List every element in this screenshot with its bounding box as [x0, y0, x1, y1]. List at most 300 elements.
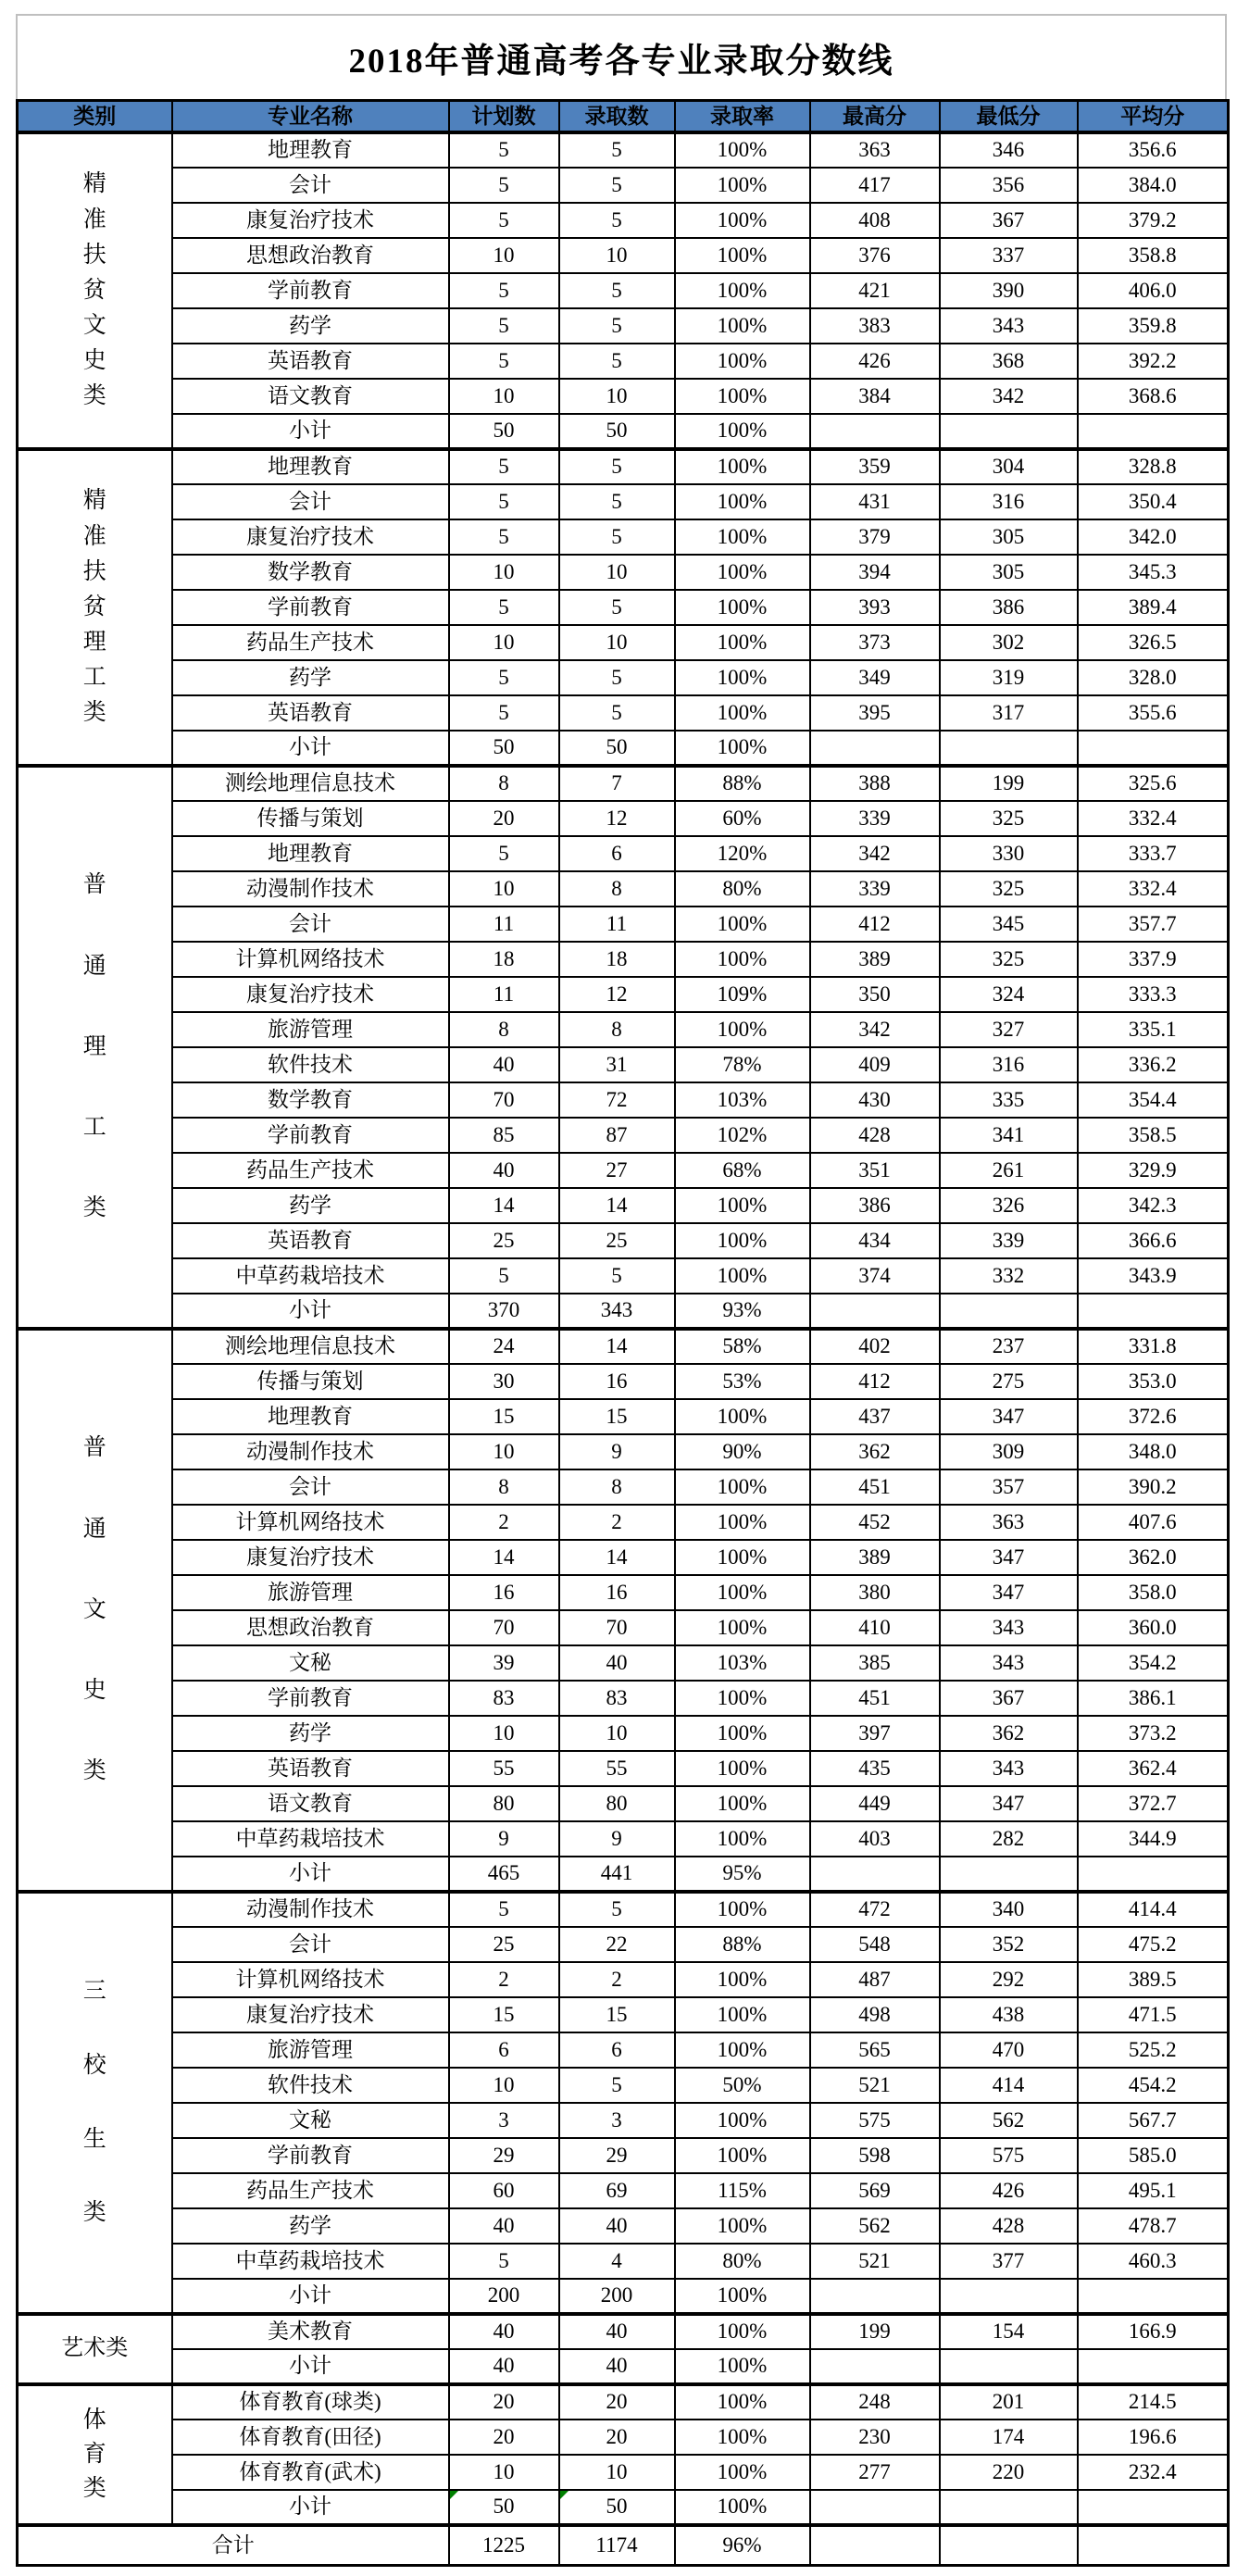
admit-rate-cell: 100%: [675, 2490, 810, 2525]
max-score-cell: [810, 2349, 940, 2384]
min-score-cell: [940, 414, 1078, 449]
major-cell: 康复治疗技术: [172, 977, 449, 1012]
min-score-cell: 343: [940, 1751, 1078, 1786]
planned-cell: 10: [449, 2455, 559, 2490]
admit-rate-cell: 88%: [675, 1927, 810, 1962]
min-score-cell: [940, 2349, 1078, 2384]
major-cell: 学前教育: [172, 590, 449, 625]
admit-rate-cell: 109%: [675, 977, 810, 1012]
table-row: [18, 1681, 1229, 1716]
avg-score-cell: 232.4: [1078, 2455, 1229, 2490]
planned-cell: 200: [449, 2279, 559, 2314]
planned-cell: 5: [449, 484, 559, 519]
planned-cell: 8: [449, 1469, 559, 1505]
table-row: [18, 2173, 1229, 2208]
min-score-cell: 347: [940, 1786, 1078, 1821]
planned-cell: 30: [449, 1364, 559, 1399]
table-row: [18, 2103, 1229, 2138]
major-cell: 小计: [172, 731, 449, 766]
table-row: [18, 1434, 1229, 1469]
max-score-cell: 277: [810, 2455, 940, 2490]
admit-rate-cell: 100%: [675, 1258, 810, 1294]
table-header-row: [18, 101, 1229, 132]
max-score-cell: 412: [810, 1364, 940, 1399]
max-score-cell: 248: [810, 2384, 940, 2420]
avg-score-cell: 373.2: [1078, 1716, 1229, 1751]
min-score-cell: 352: [940, 1927, 1078, 1962]
admit-rate-cell: 100%: [675, 2455, 810, 2490]
avg-score-cell: [1078, 731, 1229, 766]
table-row: [18, 801, 1229, 836]
max-score-cell: 449: [810, 1786, 940, 1821]
min-score-cell: 362: [940, 1716, 1078, 1751]
planned-cell: 80: [449, 1786, 559, 1821]
admit-rate-cell: 100%: [675, 1681, 810, 1716]
major-cell: 小计: [172, 1294, 449, 1329]
planned-cell: 14: [449, 1540, 559, 1575]
min-score-cell: 339: [940, 1223, 1078, 1258]
avg-score-cell: 585.0: [1078, 2138, 1229, 2173]
max-score-cell: 373: [810, 625, 940, 660]
max-score-cell: 435: [810, 1751, 940, 1786]
min-score-cell: 367: [940, 203, 1078, 238]
admit-rate-cell: 100%: [675, 731, 810, 766]
major-cell: 康复治疗技术: [172, 1997, 449, 2032]
major-cell: 英语教育: [172, 1751, 449, 1786]
category-cell: [18, 766, 172, 1329]
category-cell: [18, 132, 172, 449]
max-score-cell: 351: [810, 1153, 940, 1188]
max-score-cell: 521: [810, 2244, 940, 2279]
max-score-cell: 451: [810, 1469, 940, 1505]
min-score-cell: 575: [940, 2138, 1078, 2173]
major-cell: 会计: [172, 484, 449, 519]
min-score-cell: 282: [940, 1821, 1078, 1857]
min-score-cell: 154: [940, 2314, 1078, 2349]
table-row: [18, 1610, 1229, 1645]
min-score-cell: 386: [940, 590, 1078, 625]
major-cell: 传播与策划: [172, 801, 449, 836]
planned-cell: 16: [449, 1575, 559, 1610]
major-cell: 小计: [172, 2490, 449, 2525]
grand-total-label: 合计: [18, 2525, 449, 2566]
max-score-cell: 498: [810, 1997, 940, 2032]
max-score-cell: 598: [810, 2138, 940, 2173]
max-score-cell: 380: [810, 1575, 940, 1610]
planned-cell: 50: [449, 414, 559, 449]
planned-cell: 370: [449, 1294, 559, 1329]
admit-rate-cell: 100%: [675, 1012, 810, 1047]
planned-cell: 24: [449, 1329, 559, 1364]
planned-cell: 15: [449, 1997, 559, 2032]
table-row: [18, 1188, 1229, 1223]
planned-cell: 50: [449, 2490, 559, 2525]
admitted-cell: 5: [559, 203, 675, 238]
planned-cell: 20: [449, 2384, 559, 2420]
avg-score-cell: 389.5: [1078, 1962, 1229, 1997]
min-score-cell: 428: [940, 2208, 1078, 2244]
admit-rate-cell: 100%: [675, 942, 810, 977]
min-score-cell: 220: [940, 2455, 1078, 2490]
min-score-cell: 343: [940, 1610, 1078, 1645]
max-score-cell: 199: [810, 2314, 940, 2349]
avg-score-cell: 390.2: [1078, 1469, 1229, 1505]
table-row: [18, 555, 1229, 590]
max-score-cell: 434: [810, 1223, 940, 1258]
avg-score-cell: 166.9: [1078, 2314, 1229, 2349]
max-score-cell: 395: [810, 695, 940, 731]
table-row: [18, 942, 1229, 977]
max-score-cell: 386: [810, 1188, 940, 1223]
avg-score-cell: 389.4: [1078, 590, 1229, 625]
admit-rate-cell: 100%: [675, 449, 810, 484]
min-score-cell: 319: [940, 660, 1078, 695]
avg-score-cell: 475.2: [1078, 1927, 1229, 1962]
avg-score-cell: 358.0: [1078, 1575, 1229, 1610]
admit-rate-cell: 78%: [675, 1047, 810, 1082]
admit-rate-cell: 100%: [675, 695, 810, 731]
planned-cell: 5: [449, 695, 559, 731]
max-score-cell: 339: [810, 871, 940, 907]
table-row: [18, 1399, 1229, 1434]
table-row: [18, 449, 1229, 484]
planned-cell: 14: [449, 1188, 559, 1223]
major-cell: 计算机网络技术: [172, 942, 449, 977]
table-row: [18, 2420, 1229, 2455]
planned-cell: 40: [449, 2208, 559, 2244]
major-cell: 文秘: [172, 2103, 449, 2138]
major-cell: 中草药栽培技术: [172, 2244, 449, 2279]
max-score-cell: 388: [810, 766, 940, 801]
admit-rate-cell: 100%: [675, 484, 810, 519]
admit-rate-cell: 100%: [675, 519, 810, 555]
table-row: [18, 273, 1229, 308]
min-score-cell: 237: [940, 1329, 1078, 1364]
planned-cell: 5: [449, 273, 559, 308]
admit-rate-cell: 100%: [675, 555, 810, 590]
admitted-cell: 5: [559, 519, 675, 555]
table-row: [18, 1751, 1229, 1786]
admitted-cell: 16: [559, 1575, 675, 1610]
admitted-cell: 441: [559, 1857, 675, 1892]
subtotal-row: [18, 1294, 1229, 1329]
avg-score-cell: 357.7: [1078, 907, 1229, 942]
major-cell: 测绘地理信息技术: [172, 766, 449, 801]
avg-score-cell: 406.0: [1078, 273, 1229, 308]
admitted-cell: 20: [559, 2384, 675, 2420]
planned-cell: 39: [449, 1645, 559, 1681]
table-row: [18, 1892, 1229, 1927]
admitted-cell: 14: [559, 1329, 675, 1364]
max-score-cell: [810, 1857, 940, 1892]
admit-rate-cell: 100%: [675, 2138, 810, 2173]
min-score-cell: 201: [940, 2384, 1078, 2420]
admit-rate-cell: 103%: [675, 1082, 810, 1118]
avg-score-cell: 325.6: [1078, 766, 1229, 801]
admitted-cell: 5: [559, 660, 675, 695]
min-score-cell: 470: [940, 2032, 1078, 2068]
major-cell: 思想政治教育: [172, 238, 449, 273]
avg-score-cell: 326.5: [1078, 625, 1229, 660]
major-cell: 会计: [172, 1469, 449, 1505]
avg-score-cell: 328.0: [1078, 660, 1229, 695]
max-score-cell: 575: [810, 2103, 940, 2138]
planned-cell: 2: [449, 1962, 559, 1997]
table-row: [18, 836, 1229, 871]
admitted-cell: 69: [559, 2173, 675, 2208]
admitted-cell: 3: [559, 2103, 675, 2138]
major-cell: 动漫制作技术: [172, 1434, 449, 1469]
max-score-cell: 431: [810, 484, 940, 519]
avg-score-cell: 355.6: [1078, 695, 1229, 731]
min-score-cell: 438: [940, 1997, 1078, 2032]
subtotal-row: [18, 2279, 1229, 2314]
admitted-cell: 9: [559, 1821, 675, 1857]
admit-rate-cell: 100%: [675, 379, 810, 414]
table-row: [18, 907, 1229, 942]
admitted-cell: 11: [559, 907, 675, 942]
max-score-cell: 409: [810, 1047, 940, 1082]
max-score-cell: 452: [810, 1505, 940, 1540]
admitted-cell: 12: [559, 977, 675, 1012]
major-cell: 旅游管理: [172, 1575, 449, 1610]
max-score-cell: 363: [810, 132, 940, 168]
admitted-cell: 14: [559, 1188, 675, 1223]
col-header-planned: 计划数: [449, 101, 559, 132]
major-cell: 药学: [172, 1188, 449, 1223]
min-score-cell: 347: [940, 1575, 1078, 1610]
major-cell: 体育教育(武术): [172, 2455, 449, 2490]
major-cell: 药品生产技术: [172, 2173, 449, 2208]
admitted-cell: 2: [559, 1505, 675, 1540]
admitted-cell: 20: [559, 2420, 675, 2455]
avg-score-cell: 356.6: [1078, 132, 1229, 168]
max-score-cell: 394: [810, 555, 940, 590]
planned-cell: 5: [449, 308, 559, 344]
table-header: [18, 101, 1229, 132]
admit-rate-cell: 120%: [675, 836, 810, 871]
avg-score-cell: 386.1: [1078, 1681, 1229, 1716]
admit-rate-cell: 102%: [675, 1118, 810, 1153]
min-score-cell: 325: [940, 942, 1078, 977]
planned-cell: 9: [449, 1821, 559, 1857]
major-cell: 小计: [172, 414, 449, 449]
admit-rate-cell: 88%: [675, 766, 810, 801]
planned-cell: 10: [449, 555, 559, 590]
min-score-cell: 316: [940, 484, 1078, 519]
table-row: [18, 766, 1229, 801]
admitted-cell: 5: [559, 1892, 675, 1927]
max-score-cell: 389: [810, 1540, 940, 1575]
table-row: [18, 132, 1229, 168]
table-row: [18, 590, 1229, 625]
major-cell: 学前教育: [172, 1681, 449, 1716]
planned-cell: 70: [449, 1082, 559, 1118]
admitted-cell: 5: [559, 484, 675, 519]
max-score-cell: 548: [810, 1927, 940, 1962]
planned-cell: 10: [449, 1716, 559, 1751]
planned-cell: 10: [449, 871, 559, 907]
table-row: [18, 2244, 1229, 2279]
avg-score-cell: 358.8: [1078, 238, 1229, 273]
max-score-cell: 521: [810, 2068, 940, 2103]
major-cell: 计算机网络技术: [172, 1505, 449, 1540]
avg-score-cell: 354.2: [1078, 1645, 1229, 1681]
avg-score-cell: 196.6: [1078, 2420, 1229, 2455]
major-cell: 中草药栽培技术: [172, 1821, 449, 1857]
subtotal-row: [18, 1857, 1229, 1892]
avg-score-cell: 360.0: [1078, 1610, 1229, 1645]
avg-score-cell: 354.4: [1078, 1082, 1229, 1118]
admit-rate-cell: 100%: [675, 2032, 810, 2068]
admit-rate-cell: 80%: [675, 2244, 810, 2279]
admitted-cell: 343: [559, 1294, 675, 1329]
table-row: [18, 1997, 1229, 2032]
admitted-cell: 27: [559, 1153, 675, 1188]
max-score-cell: 428: [810, 1118, 940, 1153]
admitted-cell: 5: [559, 308, 675, 344]
admitted-cell: 16: [559, 1364, 675, 1399]
table-row: [18, 1786, 1229, 1821]
min-score-cell: 368: [940, 344, 1078, 379]
subtotal-row: [18, 2349, 1229, 2384]
planned-cell: 5: [449, 1258, 559, 1294]
avg-score-cell: 372.6: [1078, 1399, 1229, 1434]
table-body: [18, 132, 1229, 2566]
table-row: [18, 379, 1229, 414]
admitted-cell: 8: [559, 1469, 675, 1505]
admit-rate-cell: 68%: [675, 1153, 810, 1188]
max-score-cell: 562: [810, 2208, 940, 2244]
planned-cell: 6: [449, 2032, 559, 2068]
admit-rate-cell: 100%: [675, 660, 810, 695]
cell-error-mark-icon: [560, 2491, 569, 2499]
major-cell: 传播与策划: [172, 1364, 449, 1399]
avg-score-cell: 359.8: [1078, 308, 1229, 344]
min-score-cell: 304: [940, 449, 1078, 484]
avg-score-cell: 495.1: [1078, 2173, 1229, 2208]
admit-rate-cell: 100%: [675, 2103, 810, 2138]
min-score-cell: 342: [940, 379, 1078, 414]
table-row: [18, 660, 1229, 695]
major-cell: 药学: [172, 2208, 449, 2244]
planned-cell: 20: [449, 801, 559, 836]
admit-rate-cell: 100%: [675, 1469, 810, 1505]
major-cell: 思想政治教育: [172, 1610, 449, 1645]
major-cell: 软件技术: [172, 2068, 449, 2103]
avg-score-cell: 407.6: [1078, 1505, 1229, 1540]
max-score-cell: 569: [810, 2173, 940, 2208]
admit-rate-cell: 100%: [675, 1575, 810, 1610]
admitted-cell: 40: [559, 1645, 675, 1681]
major-cell: 体育教育(田径): [172, 2420, 449, 2455]
planned-cell: 10: [449, 2068, 559, 2103]
admit-rate-cell: 100%: [675, 1505, 810, 1540]
admitted-cell: 25: [559, 1223, 675, 1258]
avg-score-cell: 350.4: [1078, 484, 1229, 519]
category-cell: [18, 1892, 172, 2314]
admit-rate-cell: 93%: [675, 1294, 810, 1329]
admitted-cell: 55: [559, 1751, 675, 1786]
table-row: [18, 1223, 1229, 1258]
major-cell: 测绘地理信息技术: [172, 1329, 449, 1364]
major-cell: 语文教育: [172, 379, 449, 414]
col-header-admit-rate: 录取率: [675, 101, 810, 132]
min-score-cell: 426: [940, 2173, 1078, 2208]
major-cell: 药学: [172, 660, 449, 695]
max-score-cell: 430: [810, 1082, 940, 1118]
major-cell: 数学教育: [172, 1082, 449, 1118]
table-row: [18, 2138, 1229, 2173]
table-row: [18, 308, 1229, 344]
planned-cell: 2: [449, 1505, 559, 1540]
max-score-cell: [810, 2279, 940, 2314]
min-score-cell: 330: [940, 836, 1078, 871]
admitted-cell: 87: [559, 1118, 675, 1153]
planned-cell: 3: [449, 2103, 559, 2138]
admitted-cell: 15: [559, 1399, 675, 1434]
min-score-cell: 356: [940, 168, 1078, 203]
table-row: [18, 1540, 1229, 1575]
major-cell: 旅游管理: [172, 2032, 449, 2068]
admit-rate-cell: 90%: [675, 1434, 810, 1469]
admitted-cell: 18: [559, 942, 675, 977]
table-row: [18, 2032, 1229, 2068]
admit-rate-cell: 100%: [675, 273, 810, 308]
admit-rate-cell: 100%: [675, 2314, 810, 2349]
admit-rate-cell: 100%: [675, 238, 810, 273]
min-score-cell: 261: [940, 1153, 1078, 1188]
planned-cell: 8: [449, 1012, 559, 1047]
max-score-cell: 350: [810, 977, 940, 1012]
max-score-cell: 349: [810, 660, 940, 695]
admitted-cell: 1174: [559, 2525, 675, 2566]
admitted-cell: 7: [559, 766, 675, 801]
min-score-cell: 363: [940, 1505, 1078, 1540]
major-cell: 康复治疗技术: [172, 519, 449, 555]
admit-rate-cell: 100%: [675, 2384, 810, 2420]
planned-cell: 10: [449, 625, 559, 660]
major-cell: 康复治疗技术: [172, 1540, 449, 1575]
table-row: [18, 1258, 1229, 1294]
avg-score-cell: 333.7: [1078, 836, 1229, 871]
planned-cell: 10: [449, 379, 559, 414]
table-row: [18, 2455, 1229, 2490]
planned-cell: 11: [449, 907, 559, 942]
major-cell: 软件技术: [172, 1047, 449, 1082]
max-score-cell: [810, 1294, 940, 1329]
admit-rate-cell: 100%: [675, 414, 810, 449]
admitted-cell: 5: [559, 449, 675, 484]
avg-score-cell: 460.3: [1078, 2244, 1229, 2279]
max-score-cell: 426: [810, 344, 940, 379]
major-cell: 英语教育: [172, 695, 449, 731]
category-cell: [18, 2314, 172, 2384]
avg-score-cell: 384.0: [1078, 168, 1229, 203]
major-cell: 动漫制作技术: [172, 871, 449, 907]
planned-cell: 25: [449, 1927, 559, 1962]
avg-score-cell: 348.0: [1078, 1434, 1229, 1469]
admit-rate-cell: 100%: [675, 1751, 810, 1786]
admitted-cell: 72: [559, 1082, 675, 1118]
table-row: [18, 871, 1229, 907]
avg-score-cell: 525.2: [1078, 2032, 1229, 2068]
max-score-cell: 437: [810, 1399, 940, 1434]
table-row: [18, 344, 1229, 379]
max-score-cell: 397: [810, 1716, 940, 1751]
admitted-cell: 10: [559, 2455, 675, 2490]
min-score-cell: 325: [940, 871, 1078, 907]
